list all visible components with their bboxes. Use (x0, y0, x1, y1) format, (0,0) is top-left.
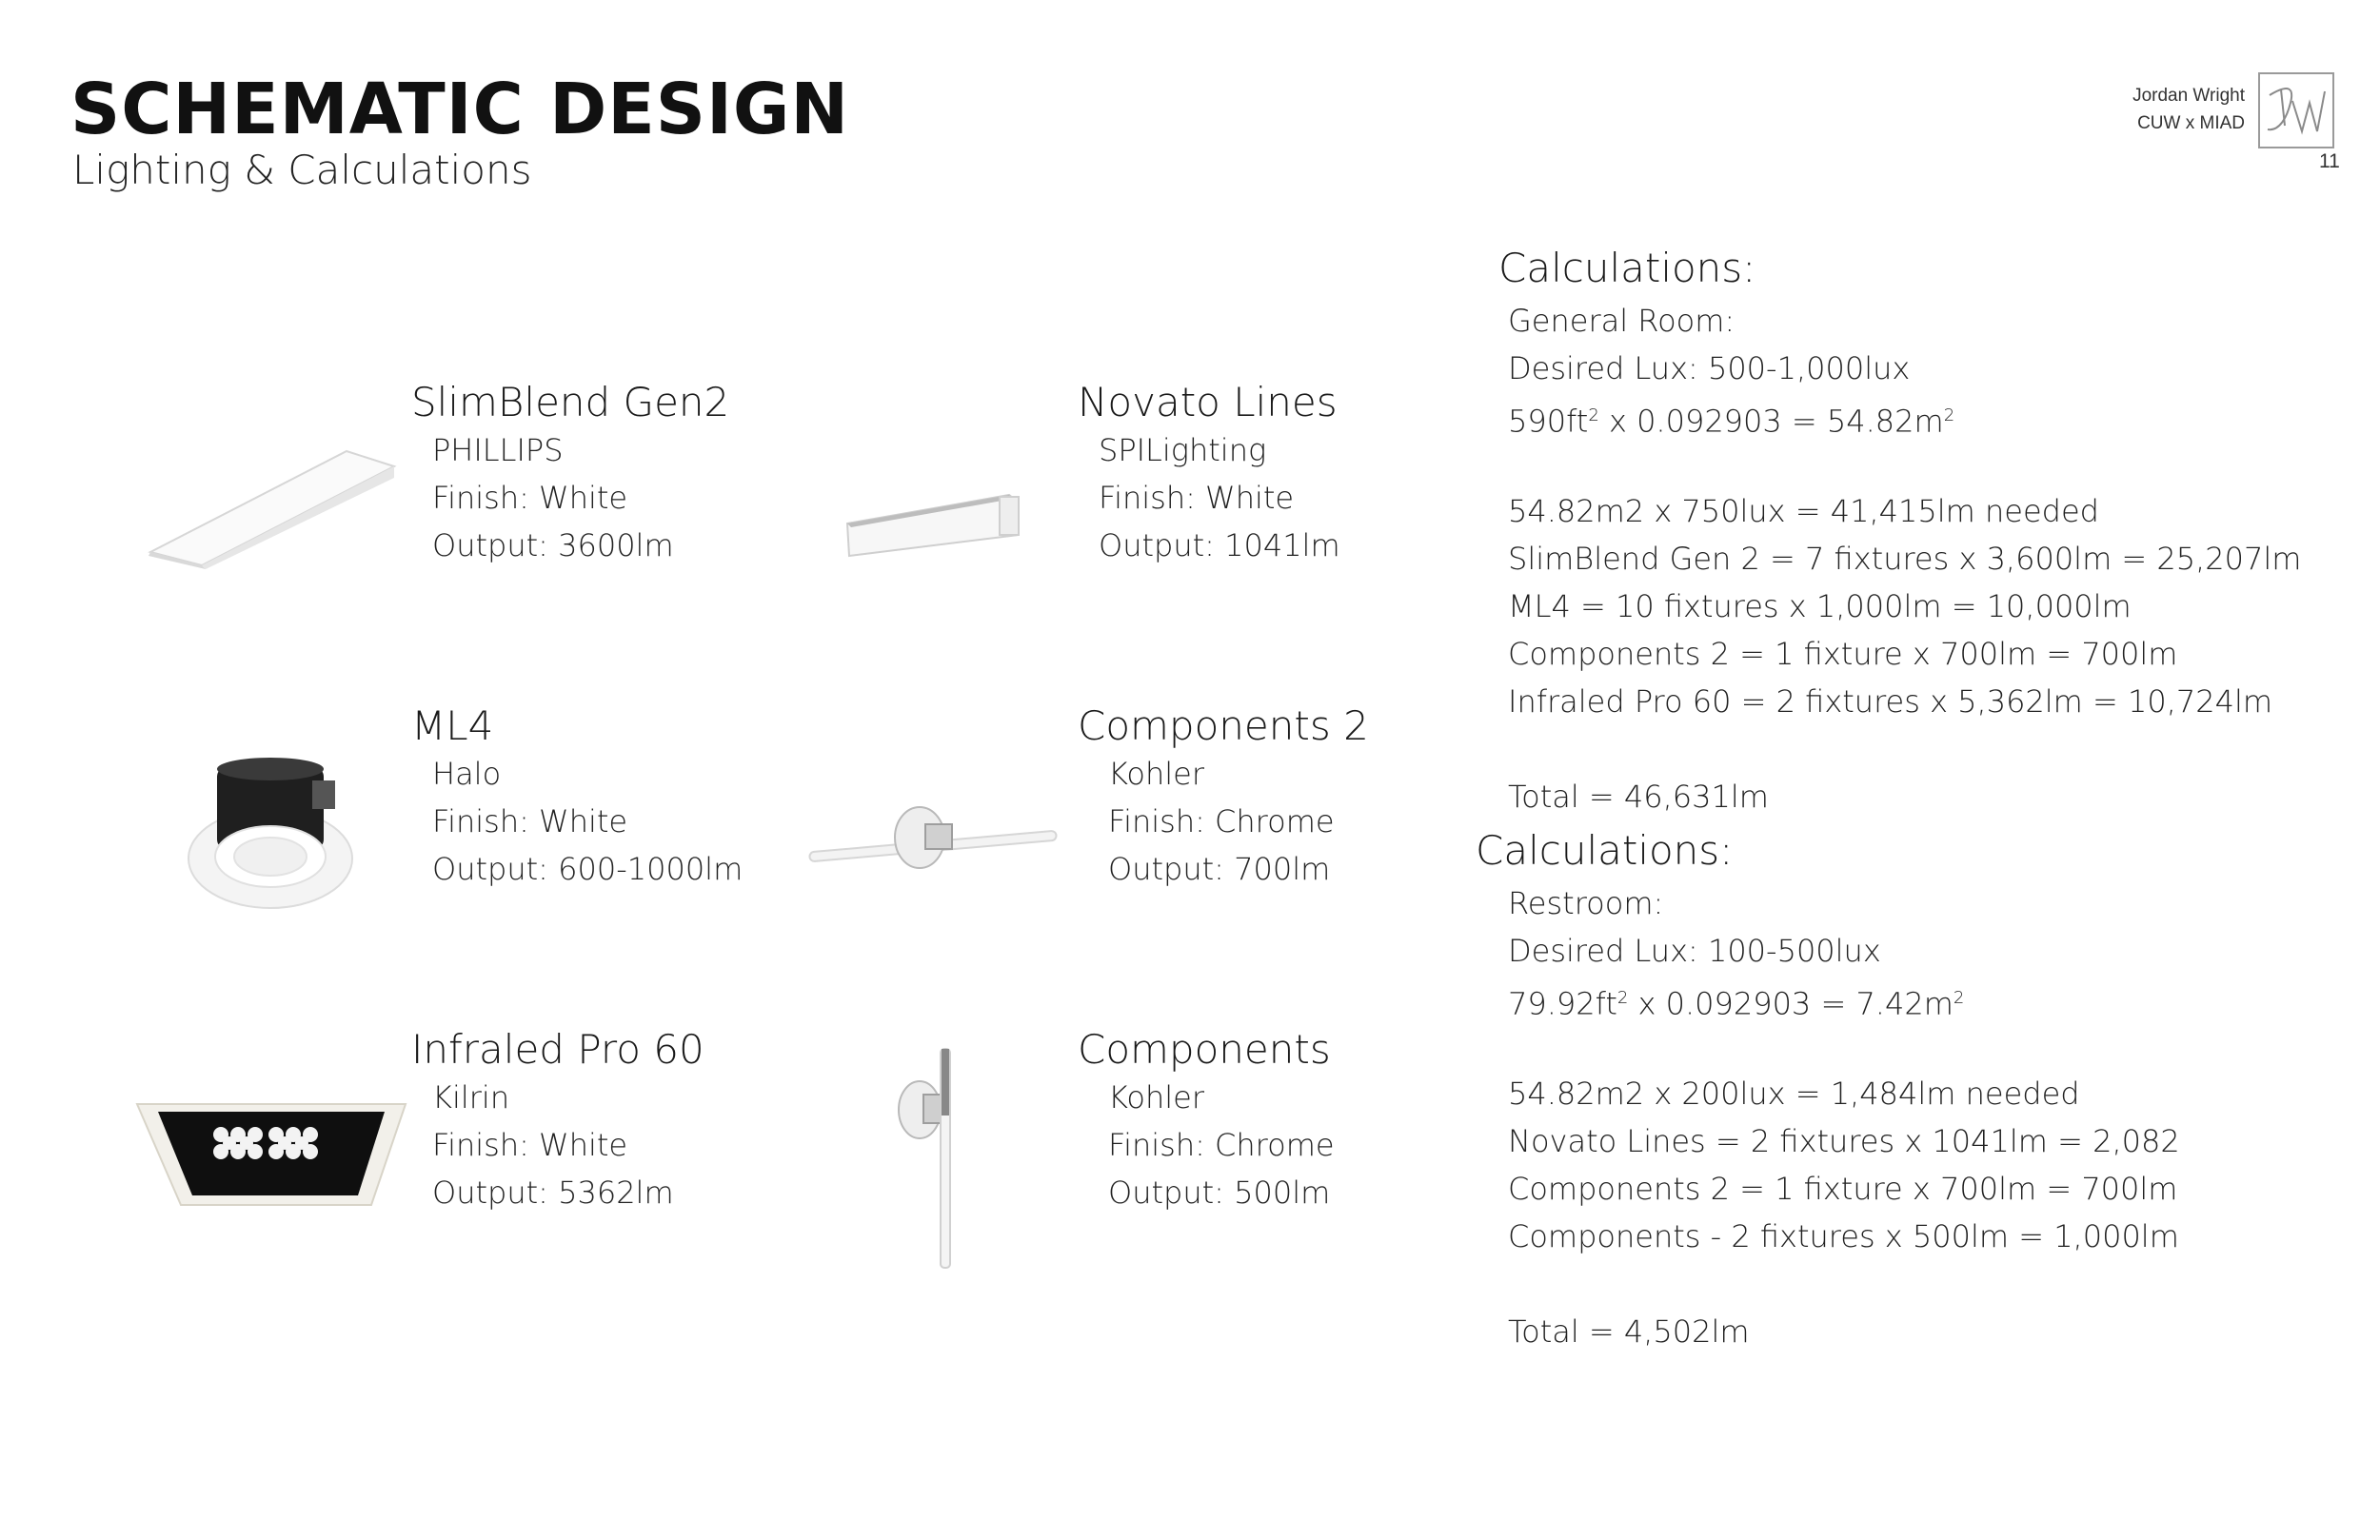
fixture-novato-lines (1078, 379, 1340, 569)
horizontal-bar-sconce-icon (805, 800, 1062, 876)
jw-logo-icon (2258, 72, 2334, 148)
calc-total: Total = 4,502lm (1508, 1313, 1750, 1350)
panel-light-icon (143, 445, 400, 569)
calc-line: 54.82m2 x 200lux = 1,484lm needed (1508, 1076, 2080, 1112)
fixture-output: Output: 700lm (1108, 851, 1331, 887)
calculations-general-room (1498, 240, 2301, 820)
calc-line: Desired Lux: 100-500lux (1508, 933, 1881, 969)
page-title: SCHEMATIC DESIGN (70, 69, 850, 150)
calc-area-conversion: $590ft^2$ x $0.092903 = 54.82m^2$ (1508, 403, 1955, 440)
fixture-brand: Kohler (1108, 1079, 1204, 1116)
led-array-troffer-icon (133, 1100, 409, 1214)
fixture-components-2 (1078, 702, 1369, 893)
calc-line: 54.82m2 x 750lux = 41,415lm needed (1508, 493, 2099, 529)
calculations-heading: Calculations: (1498, 245, 1756, 291)
page-number: 11 (2319, 150, 2340, 172)
fixture-output: Output: 1041lm (1099, 527, 1340, 563)
fixture-name: SlimBlend Gen2 (411, 379, 730, 425)
calc-line: General Room: (1508, 303, 1735, 339)
fixture-name: Components (1078, 1026, 1331, 1073)
fixture-output: Output: 600-1000lm (432, 851, 744, 887)
fixture-brand: Kilrin (432, 1079, 510, 1116)
author-name: Jordan Wright (2132, 86, 2245, 106)
fixture-ml4 (411, 702, 743, 893)
author-block (2132, 82, 2245, 137)
fixture-infraled-pro-60 (411, 1026, 704, 1216)
fixture-name: Components 2 (1078, 702, 1369, 749)
fixture-brand: Kohler (1108, 756, 1204, 792)
calc-line (1508, 1022, 2180, 1070)
calc-line (1508, 440, 2301, 487)
fixture-finish: Finish: White (432, 480, 628, 516)
fixture-brand: PHILLIPS (432, 432, 564, 468)
fixture-output: Output: 3600lm (432, 527, 674, 563)
calc-line: Restroom: (1508, 885, 1664, 921)
author-program: CUW x MIAD (2137, 113, 2245, 133)
fixture-components (1078, 1026, 1335, 1216)
fixture-finish: Finish: Chrome (1108, 803, 1335, 839)
calc-line: Novato Lines = 2 fixtures x 1041lm = 2,082 (1508, 1123, 2180, 1159)
fixture-output: Output: 500lm (1108, 1175, 1331, 1211)
fixture-brand: SPILighting (1099, 432, 1267, 468)
calc-line: Components 2 = 1 fixture x 700lm = 700lm (1508, 1171, 2178, 1207)
calc-line (1508, 1260, 2180, 1308)
linear-vanity-light-icon (838, 476, 1028, 562)
calc-line (1508, 725, 2301, 773)
fixture-slimblend (411, 379, 729, 569)
fixture-output: Output: 5362lm (432, 1175, 674, 1211)
calc-line: Components 2 = 1 fixture x 700lm = 700lm (1508, 636, 2178, 672)
fixture-name: Novato Lines (1078, 379, 1338, 425)
calculations-heading: Calculations: (1476, 827, 1734, 874)
calc-area-conversion: $79.92ft^2$ x $0.092903 = 7.42m^2$ (1508, 985, 1965, 1022)
page-subtitle: Lighting & Calculations (72, 147, 532, 193)
fixture-brand: Halo (432, 756, 502, 792)
recessed-downlight-icon (185, 752, 356, 914)
vertical-bar-sconce-icon (891, 1043, 967, 1272)
fixture-finish: Finish: White (1099, 480, 1295, 516)
calc-total: Total = 46,631lm (1508, 779, 1769, 815)
fixture-name: Infraled Pro 60 (411, 1026, 704, 1073)
fixture-finish: Finish: White (432, 1127, 628, 1163)
fixture-name: ML4 (411, 702, 494, 749)
calc-line: Desired Lux: 500-1,000lux (1508, 350, 1911, 386)
calculations-restroom (1476, 822, 2180, 1355)
calc-line: Infraled Pro 60 = 2 fixtures x 5,362lm = 10,724lm (1508, 683, 2273, 720)
calc-line: SlimBlend Gen 2 = 7 fixtures x 3,600lm = 25,207lm (1508, 541, 2302, 577)
fixture-finish: Finish: White (432, 803, 628, 839)
fixture-finish: Finish: Chrome (1108, 1127, 1335, 1163)
calc-line: Components - 2 fixtures x 500lm = 1,000lm (1508, 1218, 2179, 1254)
calc-line: ML4 = 10 fixtures x 1,000lm = 10,000lm (1508, 588, 2132, 624)
